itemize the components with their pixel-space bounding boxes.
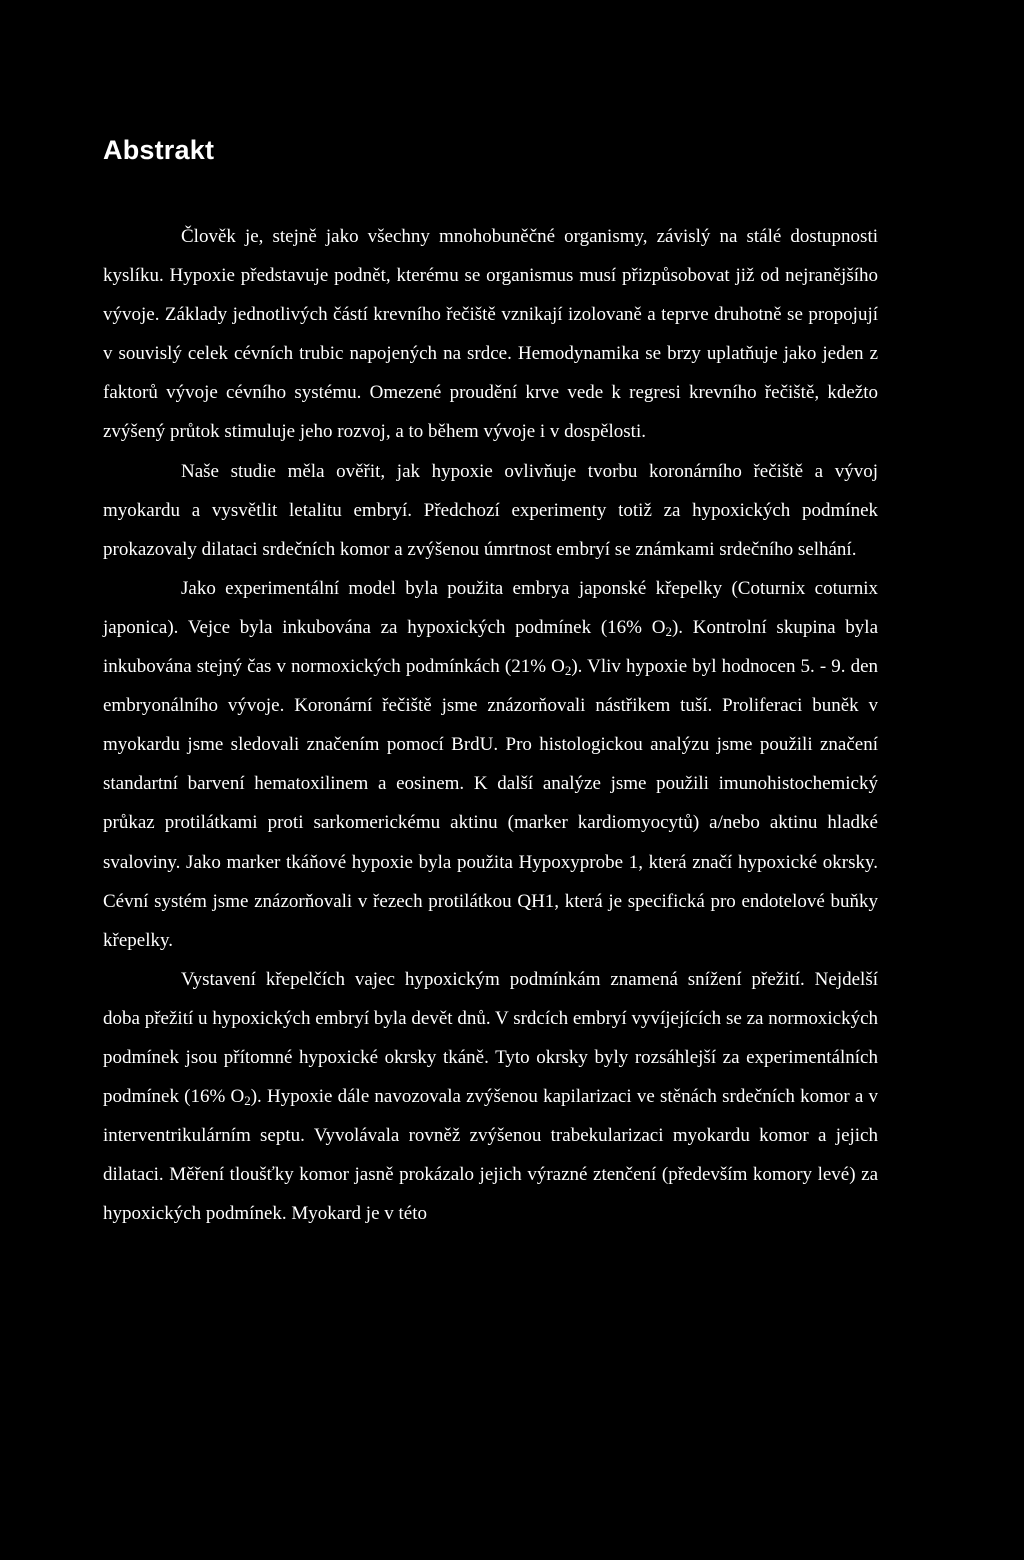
paragraph-4 [103, 960, 878, 1234]
page-title: Abstrakt [103, 135, 215, 165]
subscript-2: 2 [665, 623, 672, 639]
paragraph-text: Jako experimentální model byla použita embrya japonské křepelky (Coturnix coturnix japonica). Vejce byla inkubována za hypoxických podmínek (16% O [103, 577, 878, 638]
paragraph-text: ). Vliv hypoxie byl hodnocen 5. - 9. den embryonálního vývoje. Koronární řečiště jsme znázorňovali nástřikem tuší. Proliferaci buněk v myokardu jsme sledovali značením pomocí BrdU. Pro histologickou analýzu jsme použili značení standartní barvení hematoxilinem a eosinem. K další analýze jsme použili imunohistochemický průkaz protilátkami proti sarkomerickému aktinu (marker kardiomyocytů) a/nebo aktinu hladké svaloviny. Jako marker tkáňové hypoxie byla použita Hypoxyprobe 1, která značí hypoxické okrsky. Cévní systém jsme znázorňovali v řezech protilátkou QH1, která je specifická pro endotelové buňky křepelky. [103, 656, 878, 951]
paragraph-1 [103, 217, 878, 452]
paragraph-2 [103, 452, 878, 569]
abstract-body [103, 217, 878, 1233]
paragraph-3 [103, 569, 878, 960]
subscript-2: 2 [244, 1093, 251, 1109]
paragraph-text: Člověk je, stejně jako všechny mnohobuněčné organismy, závislý na stálé dostupnosti kyslíku. Hypoxie představuje podnět, kterému se organismus musí přizpůsobovat již od nejranějšího vývoje. Základy jednotlivých částí krevního řečiště vznikají izolovaně a teprve druhotně se propojují v souvislý celek cévních trubic napojených na srdce. Hemodynamika se brzy uplatňuje jako jeden z faktorů vývoje cévního systému. Omezené proudění krve vede k regresi krevního řečiště, kdežto zvýšený průtok stimuluje jeho rozvoj, a to během vývoje i v dospělosti. [103, 226, 878, 443]
paragraph-text: Naše studie měla ověřit, jak hypoxie ovlivňuje tvorbu koronárního řečiště a vývoj myokardu a vysvětlit letalitu embryí. Předchozí experimenty totiž za hypoxických podmínek prokazovaly dilataci srdečních komor a zvýšenou úmrtnost embryí se známkami srdečního selhání. [103, 460, 878, 560]
paragraph-text: ). Hypoxie dále navozovala zvýšenou kapilarizaci ve stěnách srdečních komor a v interventrikulárním septu. Vyvolávala rovněž zvýšenou trabekularizaci myokardu komor a jejich dilataci. Měření tloušťky komor jasně prokázalo jejich výrazné ztenčení (především komory levé) za hypoxických podmínek. Myokard je v této [103, 1086, 878, 1225]
paragraph-text: ). Kontrolní skupina byla inkubována stejný čas v normoxických podmínkách (21% O [103, 616, 878, 678]
subscript-2: 2 [564, 663, 572, 679]
paragraph-text: Vystavení křepelčích vajec hypoxickým podmínkám znamená snížení přežití. Nejdelší doba přežití u hypoxických embryí byla devět dnů. V srdcích embryí vyvíjejících se za normoxických podmínek jsou přítomné hypoxické okrsky tkáně. Tyto okrsky byly rozsáhlejší za experimentálních podmínek (16% O [103, 968, 878, 1108]
